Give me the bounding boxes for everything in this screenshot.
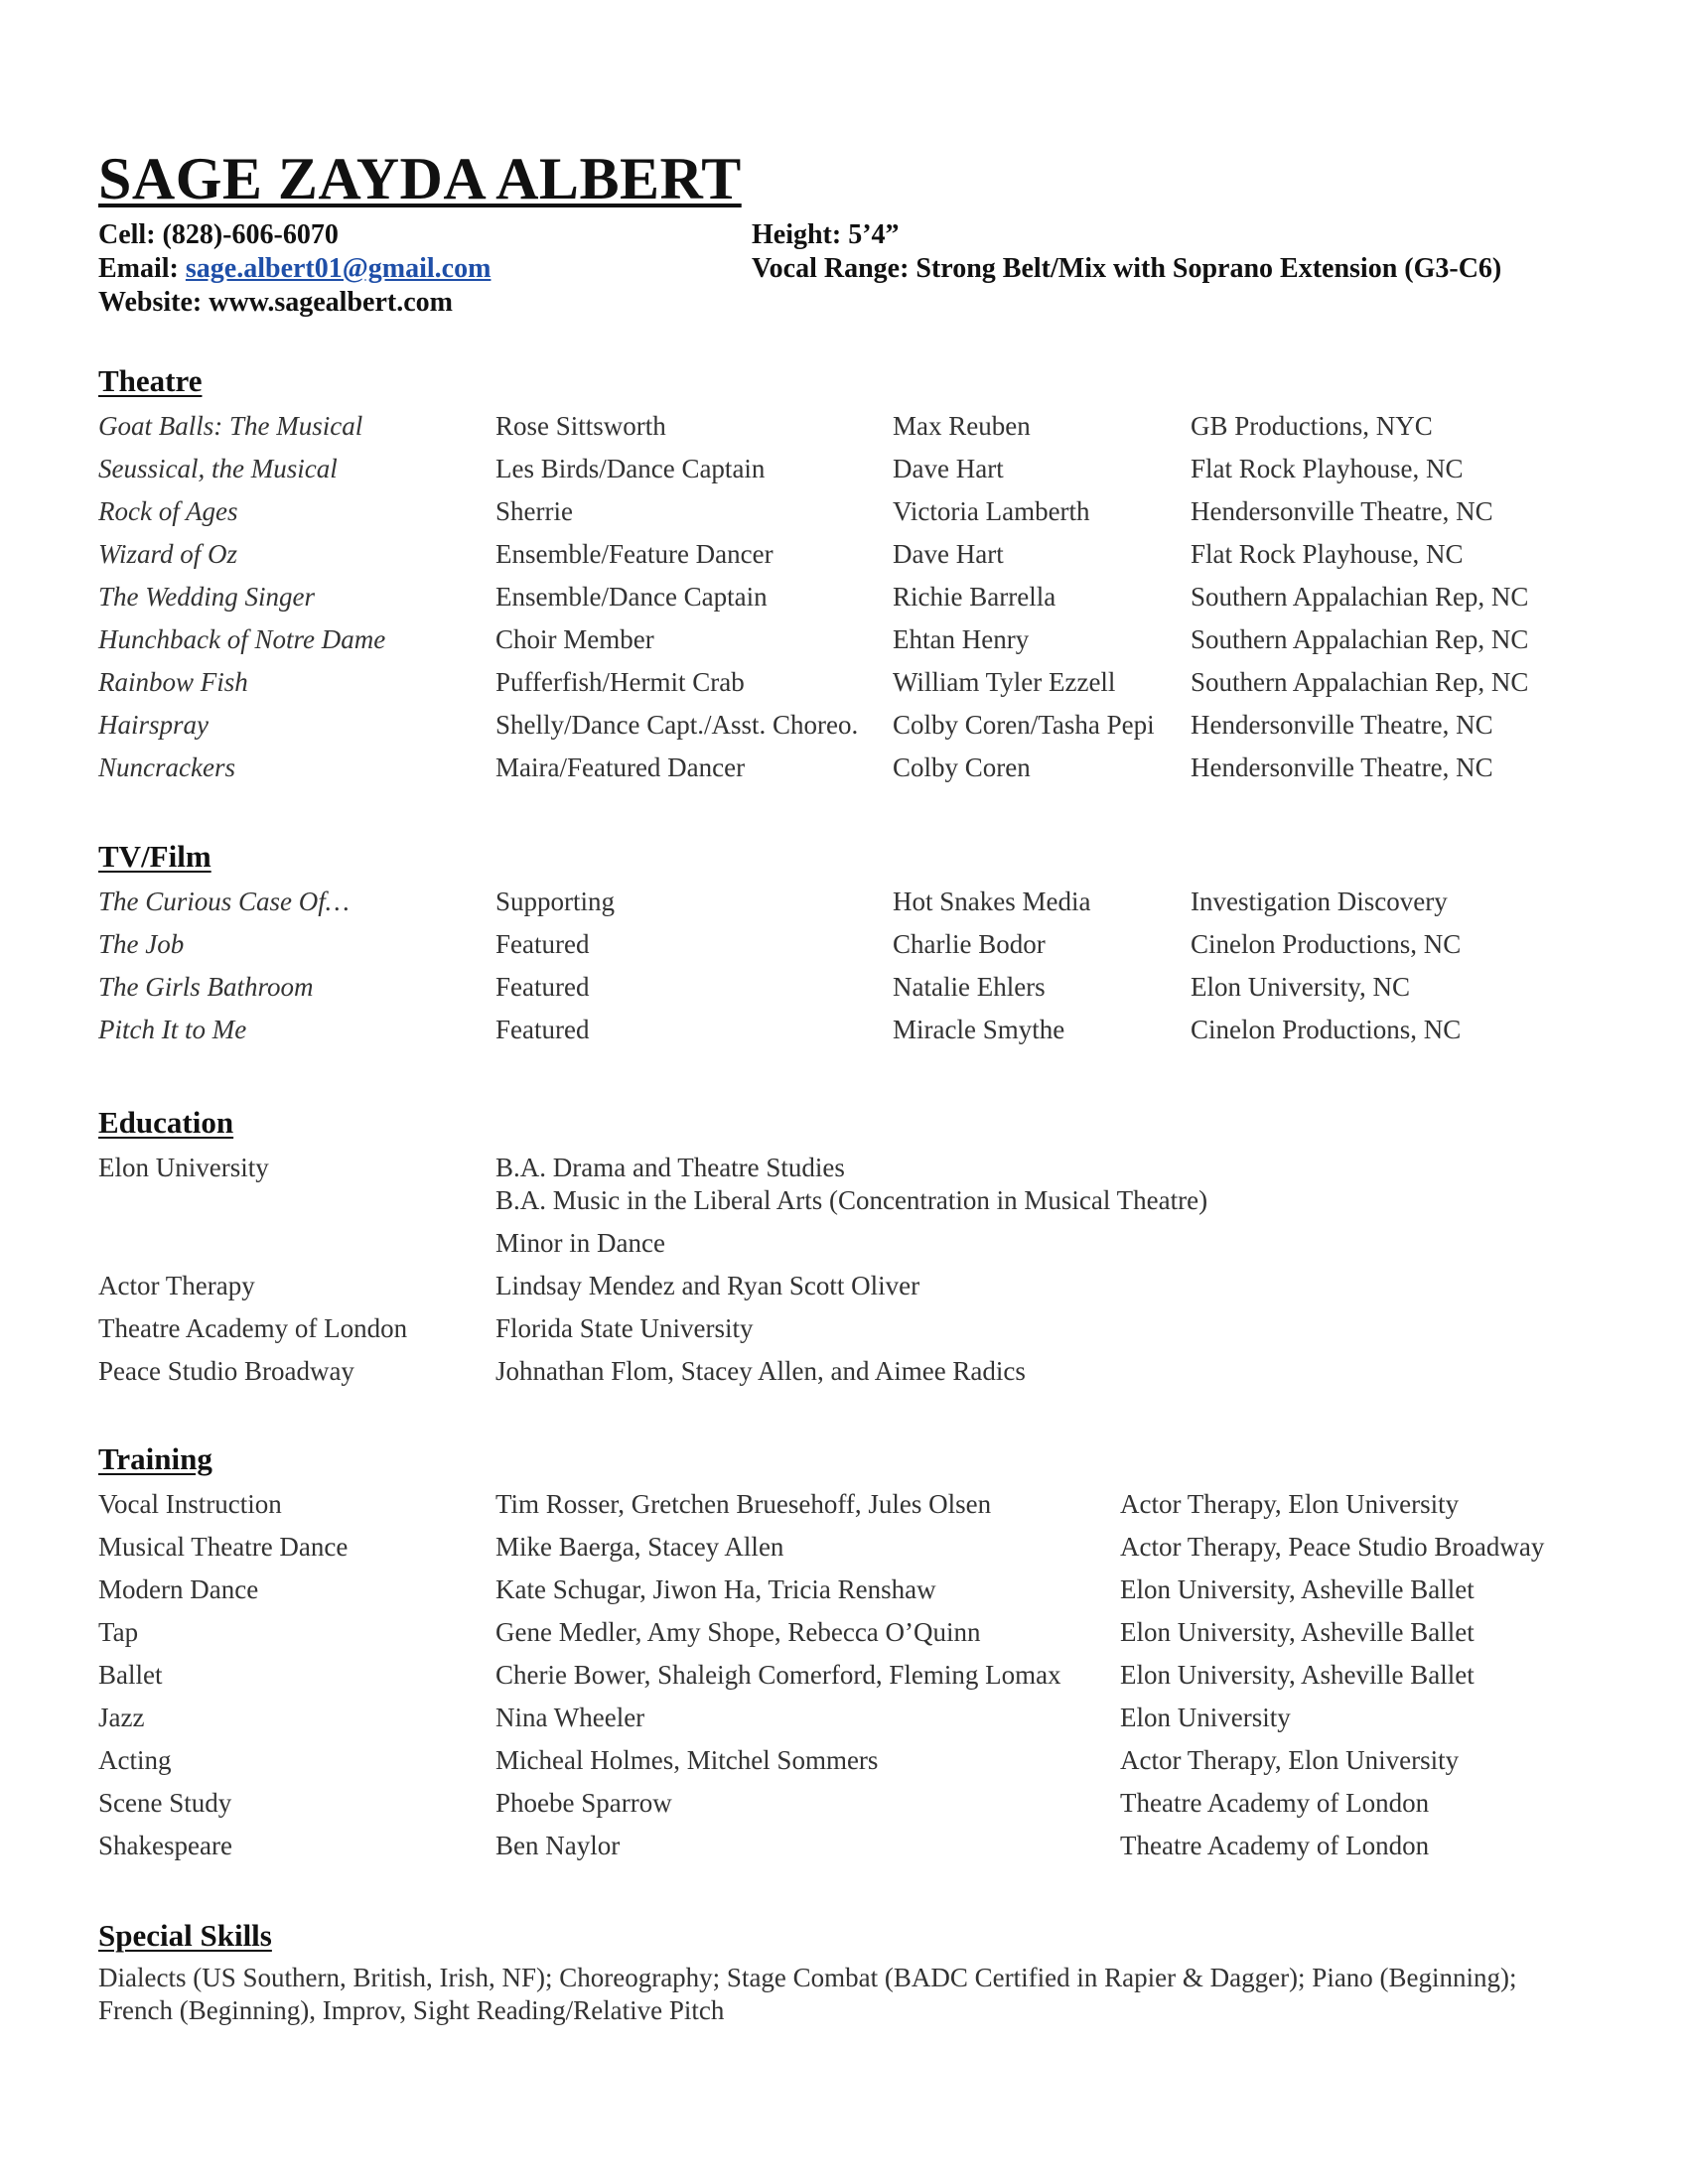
training-row	[98, 1654, 1618, 1697]
director: William Tyler Ezzell	[893, 667, 1116, 697]
teachers: Micheal Holmes, Mitchel Sommers	[495, 1745, 879, 1775]
tvfilm-row	[98, 881, 1618, 923]
training-section	[98, 1439, 1618, 1867]
education-section	[98, 1103, 1618, 1393]
director: Ehtan Henry	[893, 624, 1030, 654]
instructors: Lindsay Mendez and Ryan Scott Oliver	[495, 1271, 920, 1300]
school: Theatre Academy of London	[98, 1313, 408, 1343]
institution: Actor Therapy, Peace Studio Broadway	[1120, 1532, 1545, 1562]
theatre-section	[98, 361, 1618, 789]
theatre-row	[98, 448, 1618, 490]
special-skills-heading: Special Skills	[98, 1918, 272, 1953]
show-title: Hunchback of Notre Dame	[98, 624, 386, 654]
teachers: Nina Wheeler	[495, 1703, 645, 1732]
skills-line-1: Dialects (US Southern, British, Irish, NF); Choreography; Stage Combat (BADC Certified in Rapier & Dagger); Piano (Beginning);	[98, 1963, 1517, 1992]
role: Supporting	[495, 887, 616, 916]
production: Cinelon Productions, NC	[1191, 929, 1462, 959]
email-link[interactable]: sage.albert01@gmail.com	[185, 253, 492, 284]
theatre-row	[98, 490, 1618, 533]
cell-line	[98, 218, 491, 252]
website-label: Website:	[98, 287, 203, 318]
venue: Southern Appalachian Rep, NC	[1191, 582, 1529, 612]
contact-right	[752, 218, 1501, 286]
education-row	[98, 1222, 1618, 1265]
school: Elon University	[98, 1153, 269, 1182]
venue: Hendersonville Theatre, NC	[1191, 496, 1493, 526]
discipline: Acting	[98, 1745, 172, 1775]
height-line	[752, 218, 1501, 252]
institution: Elon University, Asheville Ballet	[1120, 1617, 1475, 1647]
role: Sherrie	[495, 496, 573, 526]
role: Maira/Featured Dancer	[495, 752, 746, 782]
show-title: Goat Balls: The Musical	[98, 411, 363, 441]
education-list	[98, 1147, 1618, 1393]
director: Victoria Lamberth	[893, 496, 1090, 526]
teachers: Gene Medler, Amy Shope, Rebecca O’Quinn	[495, 1617, 981, 1647]
project-title: The Curious Case Of…	[98, 887, 350, 916]
institution: Actor Therapy, Elon University	[1120, 1489, 1460, 1519]
school: Peace Studio Broadway	[98, 1356, 354, 1386]
vocal-range-line	[752, 252, 1501, 286]
director: Dave Hart	[893, 539, 1004, 569]
institution: Theatre Academy of London	[1120, 1788, 1430, 1818]
director: Charlie Bodor	[893, 929, 1046, 959]
institution: Theatre Academy of London	[1120, 1831, 1430, 1860]
venue: Southern Appalachian Rep, NC	[1191, 624, 1529, 654]
training-row	[98, 1782, 1618, 1825]
tvfilm-section	[98, 837, 1618, 1051]
minor: Minor in Dance	[495, 1228, 665, 1258]
project-title: The Girls Bathroom	[98, 972, 314, 1002]
production: Cinelon Productions, NC	[1191, 1015, 1462, 1044]
institution: Elon University, Asheville Ballet	[1120, 1574, 1475, 1604]
height-value: 5’4”	[848, 219, 900, 250]
teachers: Ben Naylor	[495, 1831, 621, 1860]
training-row	[98, 1483, 1618, 1526]
director: Colby Coren	[893, 752, 1031, 782]
training-row	[98, 1526, 1618, 1569]
discipline: Tap	[98, 1617, 139, 1647]
venue: Flat Rock Playhouse, NC	[1191, 454, 1464, 483]
teachers: Tim Rosser, Gretchen Bruesehoff, Jules Olsen	[495, 1489, 992, 1519]
discipline: Modern Dance	[98, 1574, 259, 1604]
theatre-row	[98, 533, 1618, 576]
theatre-row	[98, 618, 1618, 661]
tvfilm-row	[98, 1009, 1618, 1051]
vocal-range-value: Strong Belt/Mix with Soprano Extension (G3-C6)	[915, 253, 1502, 284]
email-line	[98, 252, 491, 286]
theatre-list	[98, 405, 1618, 789]
director: Max Reuben	[893, 411, 1031, 441]
role: Les Birds/Dance Captain	[495, 454, 766, 483]
show-title: Hairspray	[98, 710, 210, 740]
website-url: www.sagealbert.com	[209, 287, 453, 318]
candidate-name: SAGE ZAYDA ALBERT	[98, 146, 742, 211]
cell-label: Cell:	[98, 219, 156, 250]
tvfilm-row	[98, 923, 1618, 966]
teachers: Kate Schugar, Jiwon Ha, Tricia Renshaw	[495, 1574, 936, 1604]
education-row	[98, 1265, 1618, 1307]
height-label: Height:	[752, 219, 842, 250]
theatre-row	[98, 405, 1618, 448]
director: Natalie Ehlers	[893, 972, 1046, 1002]
discipline: Jazz	[98, 1703, 145, 1732]
vocal-range-label: Vocal Range:	[752, 253, 910, 284]
training-row	[98, 1569, 1618, 1611]
role: Shelly/Dance Capt./Asst. Choreo.	[495, 710, 859, 740]
director: Dave Hart	[893, 454, 1004, 483]
training-heading: Training	[98, 1441, 212, 1476]
production: Investigation Discovery	[1191, 887, 1448, 916]
email-label: Email:	[98, 253, 179, 284]
school: Actor Therapy	[98, 1271, 255, 1300]
education-row	[98, 1307, 1618, 1350]
teachers: Mike Baerga, Stacey Allen	[495, 1532, 784, 1562]
education-row	[98, 1147, 1618, 1222]
show-title: Seussical, the Musical	[98, 454, 338, 483]
theatre-row	[98, 704, 1618, 747]
training-row	[98, 1825, 1618, 1867]
skills-line-2: French (Beginning), Improv, Sight Reading/Relative Pitch	[98, 1995, 725, 2025]
discipline: Shakespeare	[98, 1831, 232, 1860]
project-title: Pitch It to Me	[98, 1015, 247, 1044]
role: Pufferfish/Hermit Crab	[495, 667, 745, 697]
tvfilm-row	[98, 966, 1618, 1009]
project-title: The Job	[98, 929, 185, 959]
role: Featured	[495, 929, 590, 959]
venue: GB Productions, NYC	[1191, 411, 1433, 441]
discipline: Scene Study	[98, 1788, 232, 1818]
training-row	[98, 1611, 1618, 1654]
cell-number: (828)-606-6070	[162, 219, 339, 250]
training-row	[98, 1697, 1618, 1739]
theatre-heading: Theatre	[98, 363, 203, 398]
show-title: Rainbow Fish	[98, 667, 248, 697]
institution: Elon University	[1120, 1703, 1291, 1732]
role: Ensemble/Dance Captain	[495, 582, 768, 612]
show-title: The Wedding Singer	[98, 582, 315, 612]
production: Elon University, NC	[1191, 972, 1410, 1002]
venue: Hendersonville Theatre, NC	[1191, 752, 1493, 782]
theatre-row	[98, 576, 1618, 618]
show-title: Wizard of Oz	[98, 539, 238, 569]
website-line	[98, 286, 491, 320]
director: Richie Barrella	[893, 582, 1056, 612]
special-skills-section	[98, 1916, 1618, 2027]
degree: B.A. Music in the Liberal Arts (Concentration in Musical Theatre)	[495, 1185, 1208, 1215]
contact-left	[98, 218, 491, 320]
discipline: Musical Theatre Dance	[98, 1532, 349, 1562]
teachers: Cherie Bower, Shaleigh Comerford, Fleming Lomax	[495, 1660, 1061, 1690]
role: Ensemble/Feature Dancer	[495, 539, 774, 569]
instructors: Florida State University	[495, 1313, 754, 1343]
institution: Actor Therapy, Elon University	[1120, 1745, 1460, 1775]
instructors: Johnathan Flom, Stacey Allen, and Aimee Radics	[495, 1356, 1026, 1386]
venue: Hendersonville Theatre, NC	[1191, 710, 1493, 740]
director: Hot Snakes Media	[893, 887, 1091, 916]
degree: B.A. Drama and Theatre Studies	[495, 1153, 845, 1182]
role: Rose Sittsworth	[495, 411, 666, 441]
venue: Southern Appalachian Rep, NC	[1191, 667, 1529, 697]
role: Featured	[495, 1015, 590, 1044]
show-title: Rock of Ages	[98, 496, 238, 526]
training-list	[98, 1483, 1618, 1867]
director: Colby Coren/Tasha Pepi	[893, 710, 1155, 740]
education-heading: Education	[98, 1105, 234, 1140]
discipline: Ballet	[98, 1660, 163, 1690]
venue: Flat Rock Playhouse, NC	[1191, 539, 1464, 569]
teachers: Phoebe Sparrow	[495, 1788, 672, 1818]
discipline: Vocal Instruction	[98, 1489, 282, 1519]
director: Miracle Smythe	[893, 1015, 1065, 1044]
show-title: Nuncrackers	[98, 752, 235, 782]
role: Featured	[495, 972, 590, 1002]
theatre-row	[98, 661, 1618, 704]
tvfilm-list	[98, 881, 1618, 1051]
institution: Elon University, Asheville Ballet	[1120, 1660, 1475, 1690]
education-row	[98, 1350, 1618, 1393]
theatre-row	[98, 747, 1618, 789]
tvfilm-heading: TV/Film	[98, 839, 211, 874]
training-row	[98, 1739, 1618, 1782]
special-skills-text	[98, 1962, 1608, 2027]
role: Choir Member	[495, 624, 654, 654]
